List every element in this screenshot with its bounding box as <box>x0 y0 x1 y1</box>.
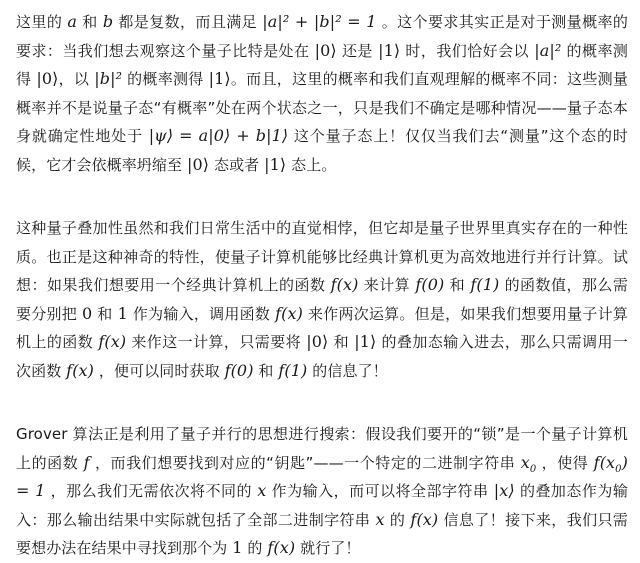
text: 作为输入，调用函数 <box>127 304 276 323</box>
text: 和 <box>253 361 279 380</box>
math-ket-0: |0⟩ <box>36 69 59 88</box>
text: 这里的 <box>16 13 68 31</box>
text: 这个量子态上！仅仅当我们去“测量”这个态的时候，它才会依概率坍缩至 <box>16 127 628 174</box>
text: 的函数值，那么需要分别把 <box>16 276 628 323</box>
text: Grover 算法正是利用了量子并行的思想进行搜索：假设我们要开的“锁”是一个量子计算机上的函数 <box>16 425 628 472</box>
math-ket-x: |x⟩ <box>493 481 515 500</box>
math-f-0: f(0) <box>224 360 254 380</box>
math-f-1: f(1) <box>278 360 308 380</box>
math-ket-0: |0⟩ <box>314 40 337 60</box>
math-x: x <box>375 509 385 529</box>
text: 。这个要求其实正是对于测量概率的要求：当我们想去观察这个量子比特是处在 <box>16 13 628 60</box>
math-f-x: f(x) <box>275 303 303 323</box>
text: 的 <box>384 510 411 529</box>
math-f-1: f(1) <box>470 275 500 294</box>
math-zero: 0 <box>82 303 93 323</box>
math-ket-1: |1⟩ <box>354 332 377 351</box>
math-f-x: f(x) <box>410 509 439 529</box>
math-b: b <box>102 12 114 31</box>
math-one: 1 <box>117 303 128 323</box>
text: 信息了！接下来，我们只需要想办法在结果中寻找到那个为 <box>16 510 629 557</box>
math-f-x: f(x) <box>66 360 95 380</box>
paragraph-quantum-parallelism <box>16 214 628 385</box>
text: 就行了！ <box>295 539 361 557</box>
text: 和 <box>77 13 103 31</box>
text: 都是复数，而且满足 <box>113 13 263 31</box>
text: 和 <box>444 276 471 294</box>
math-normalization: |a|² + |b|² = 1 <box>262 12 377 31</box>
math-f: f <box>83 452 90 472</box>
text: 和 <box>328 333 355 351</box>
text: 还是 <box>336 41 379 60</box>
math-f-0: f(0) <box>415 275 445 294</box>
math-ket-0: |0⟩ <box>306 332 329 351</box>
text: 的 <box>242 539 268 557</box>
text: 的概率测得 <box>122 70 209 88</box>
paragraph-qubit-measurement <box>16 8 628 179</box>
math-ket-1: |1⟩ <box>264 154 287 174</box>
math-subscript: 0 <box>529 463 537 475</box>
text: 。而且，这里的概率和我们直观理解的概率不同：这些测量概率并不是说量子态“有概率”处在两个状态之一，只是我们不确定是哪种情况——量子态本身就确定性地处于 <box>16 70 628 145</box>
text: 时，我们恰好会以 <box>400 41 535 60</box>
math-x-0 <box>520 452 537 475</box>
text: 和 <box>92 304 118 323</box>
math-a: a <box>67 12 78 31</box>
math-x: x <box>257 481 267 500</box>
math-b-squared: |b|² <box>94 69 123 88</box>
math-f-x: f(x) <box>330 275 359 294</box>
paragraph-gap <box>16 385 628 420</box>
math-subscript: 0 <box>615 463 622 475</box>
text: 来作两次运算。但是，如果我们想要用量子计算机上的函数 <box>16 304 628 351</box>
math-ket-1: |1⟩ <box>378 40 401 60</box>
text: ，而我们想要找到对应的“钥匙”——一个特定的二进制字符串 <box>89 453 521 472</box>
text: 态或者 <box>209 155 265 174</box>
text: 的信息了！ <box>307 361 388 380</box>
paragraph-grover-algorithm <box>16 420 628 563</box>
article-body <box>16 8 628 563</box>
text: 来作这一计算，只需要将 <box>126 333 307 351</box>
text: ，便可以同时获取 <box>94 361 225 380</box>
paragraph-gap <box>16 179 628 214</box>
text: ，使得 <box>536 453 594 472</box>
text: 作为输入，而可以将全部字符串 <box>266 482 494 500</box>
text: 来计算 <box>358 276 416 294</box>
math-f-x: f(x) <box>267 538 296 557</box>
text: 态上。 <box>286 155 337 174</box>
text: ，那么我们无需依次将不同的 <box>45 482 258 500</box>
text: ，以 <box>58 70 95 88</box>
math-f-x: f(x) <box>98 332 127 351</box>
math-psi-state: |ψ⟩ = a|0⟩ + b|1⟩ <box>148 126 289 145</box>
math-x: x <box>520 452 530 472</box>
math-f-of-x: f(x <box>593 452 616 472</box>
text: 这种量子叠加性虽然和我们日常生活中的直觉相悖，但它却是量子世界里真实存在的一种性质。也正是这种神奇的特性，使量子计算机能够比经典计算机更为高效地进行并行计算。试想：如果我们想要用一个经典计算机上的函数 <box>16 219 628 294</box>
text: 的叠加态输入进去，那么只需调用一次函数 <box>16 333 628 380</box>
math-ket-1: |1⟩ <box>208 69 231 88</box>
text: 的叠加态作为输入：那么输出结果中实际就包括了全部二进制字符串 <box>16 482 628 529</box>
text: 的概率测得 <box>16 41 628 88</box>
math-ket-0: |0⟩ <box>186 154 210 174</box>
math-equals-one: ) = 1 <box>16 452 628 500</box>
math-one: 1 <box>232 538 243 557</box>
math-a-squared: |a|² <box>534 40 562 60</box>
